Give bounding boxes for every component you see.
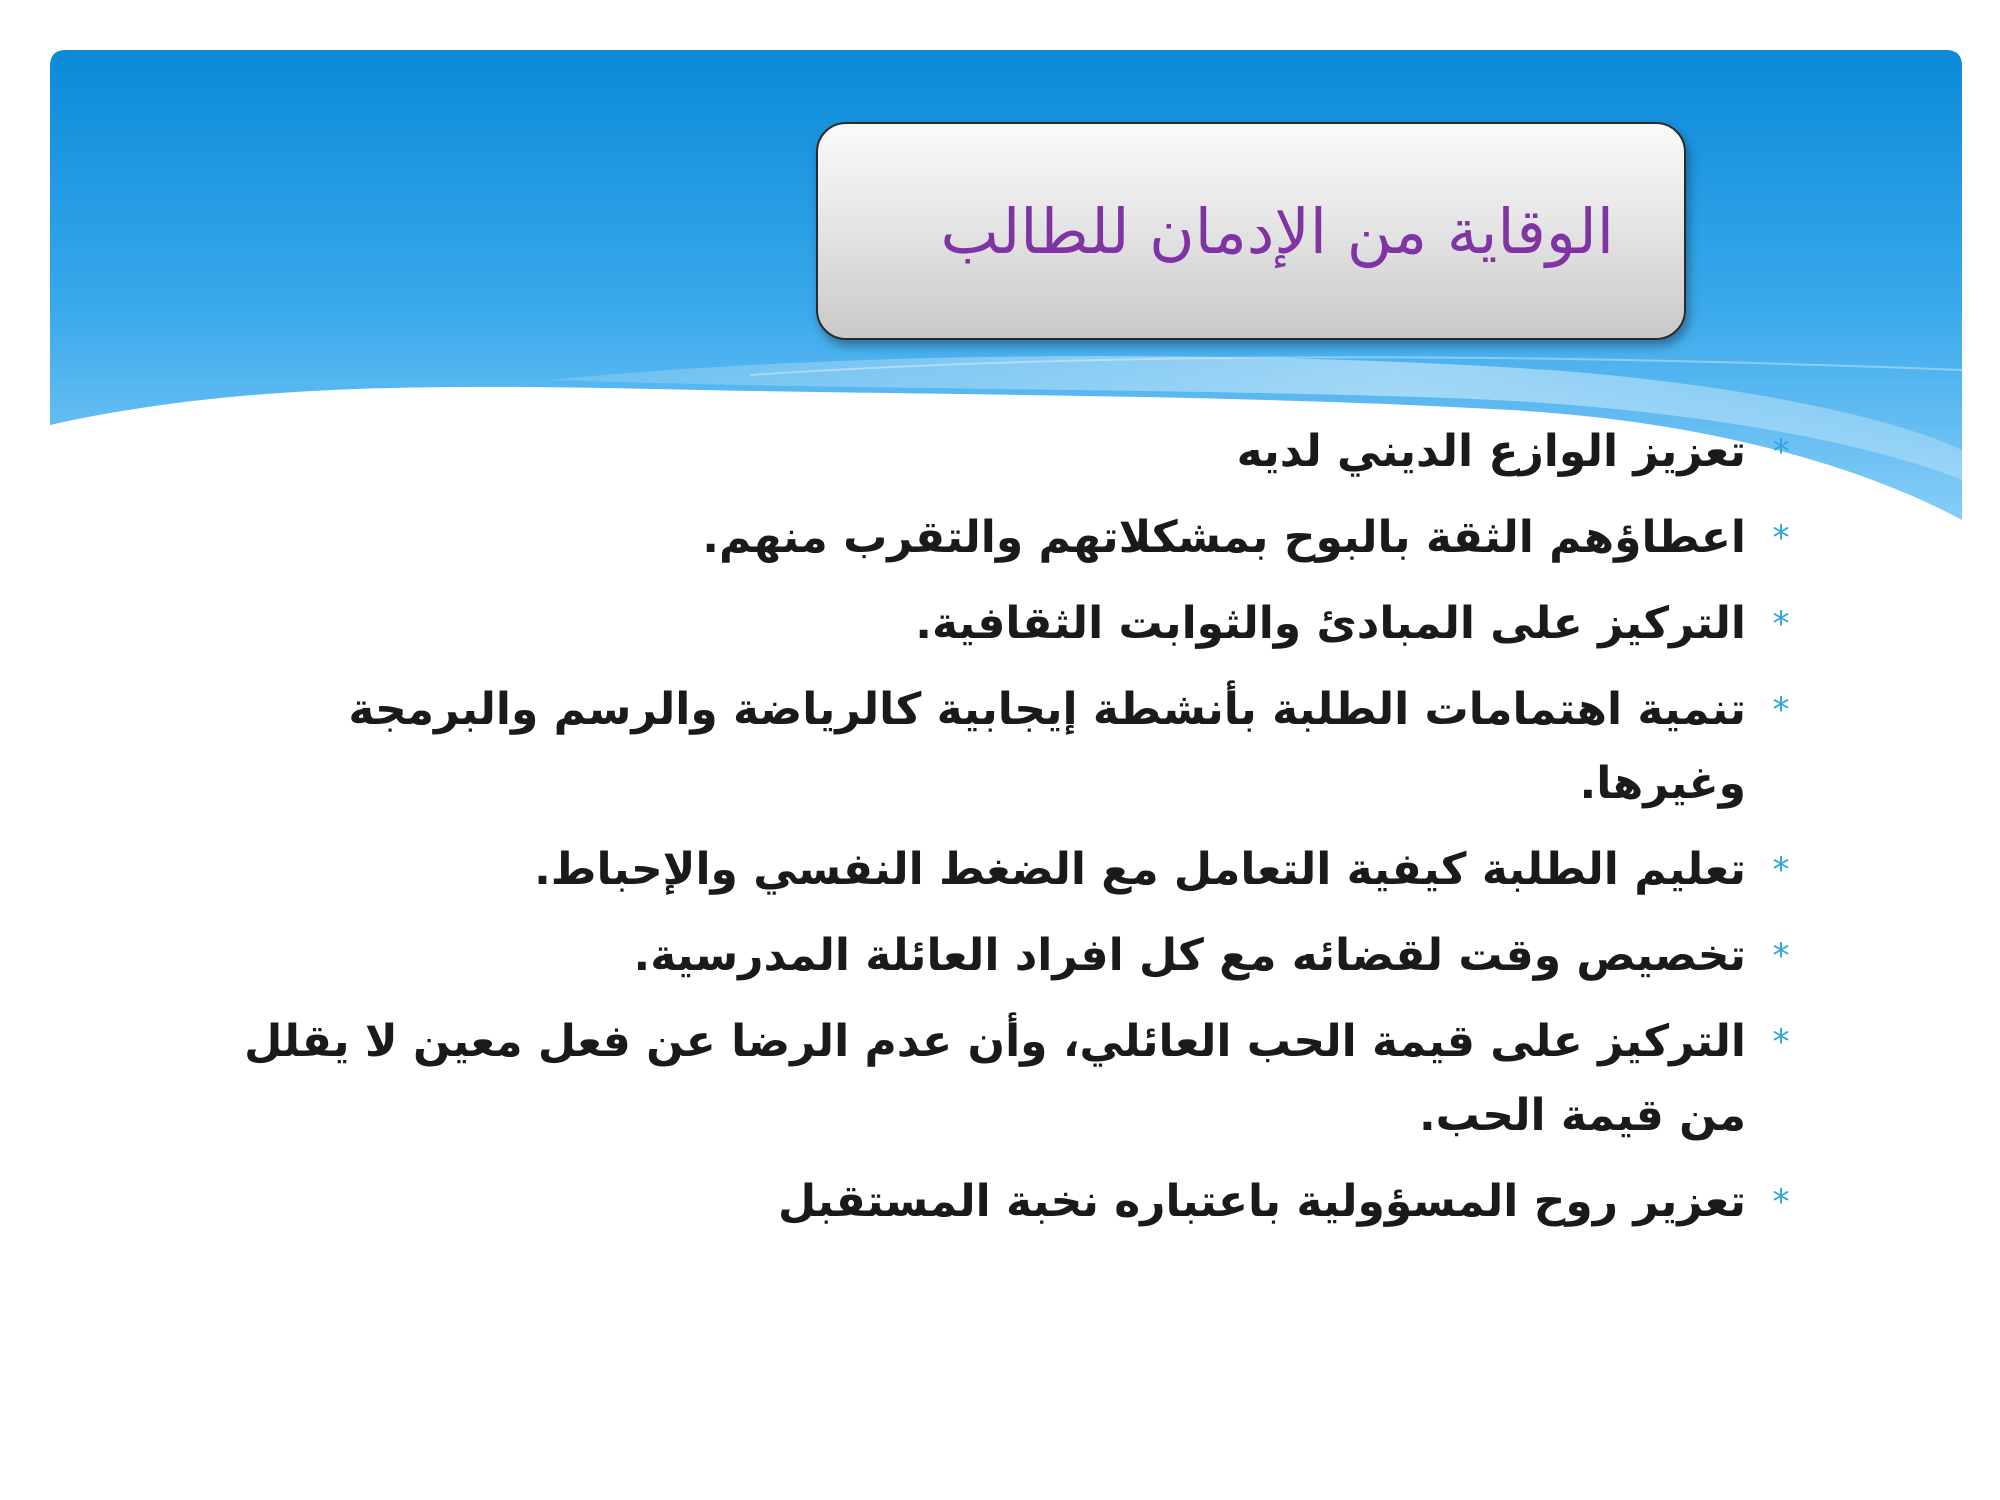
asterisk-bullet-icon: * — [1772, 1182, 1790, 1222]
bullet-text: تنمية اهتمامات الطلبة بأنشطة إيجابية كالرياضة والرسم والبرمجة وغيرها. — [348, 684, 1746, 809]
bullet-item — [230, 833, 1800, 907]
bullet-list — [230, 415, 1800, 1251]
bullet-item — [230, 919, 1800, 993]
bullet-text: التركيز على المبادئ والثوابت الثقافية. — [915, 598, 1746, 649]
asterisk-bullet-icon: * — [1772, 936, 1790, 976]
asterisk-bullet-icon: * — [1772, 432, 1790, 472]
bullet-item — [230, 673, 1800, 821]
title-box — [816, 122, 1686, 340]
asterisk-bullet-icon: * — [1772, 604, 1790, 644]
bullet-text: تخصيص وقت لقضائه مع كل افراد العائلة المدرسية. — [633, 930, 1746, 981]
asterisk-bullet-icon: * — [1772, 850, 1790, 890]
bullet-item — [230, 587, 1800, 661]
asterisk-bullet-icon: * — [1772, 690, 1790, 730]
bullet-text: اعطاؤهم الثقة بالبوح بمشكلاتهم والتقرب منهم. — [702, 512, 1746, 563]
asterisk-bullet-icon: * — [1772, 518, 1790, 558]
bullet-item — [230, 1165, 1800, 1239]
bullet-text: التركيز على قيمة الحب العائلي، وأن عدم الرضا عن فعل معين لا يقلل من قيمة الحب. — [244, 1016, 1746, 1141]
bullet-text: تعزير روح المسؤولية باعتباره نخبة المستقبل — [777, 1176, 1746, 1227]
bullet-text: تعليم الطلبة كيفية التعامل مع الضغط النفسي والإحباط. — [534, 844, 1746, 895]
slide-title: الوقاية من الإدمان للطالب — [940, 194, 1614, 268]
bullet-item — [230, 501, 1800, 575]
asterisk-bullet-icon: * — [1772, 1022, 1790, 1062]
bullet-item — [230, 1005, 1800, 1153]
bullet-item — [230, 415, 1800, 489]
bullet-text: تعزيز الوازع الديني لديه — [1236, 426, 1746, 477]
